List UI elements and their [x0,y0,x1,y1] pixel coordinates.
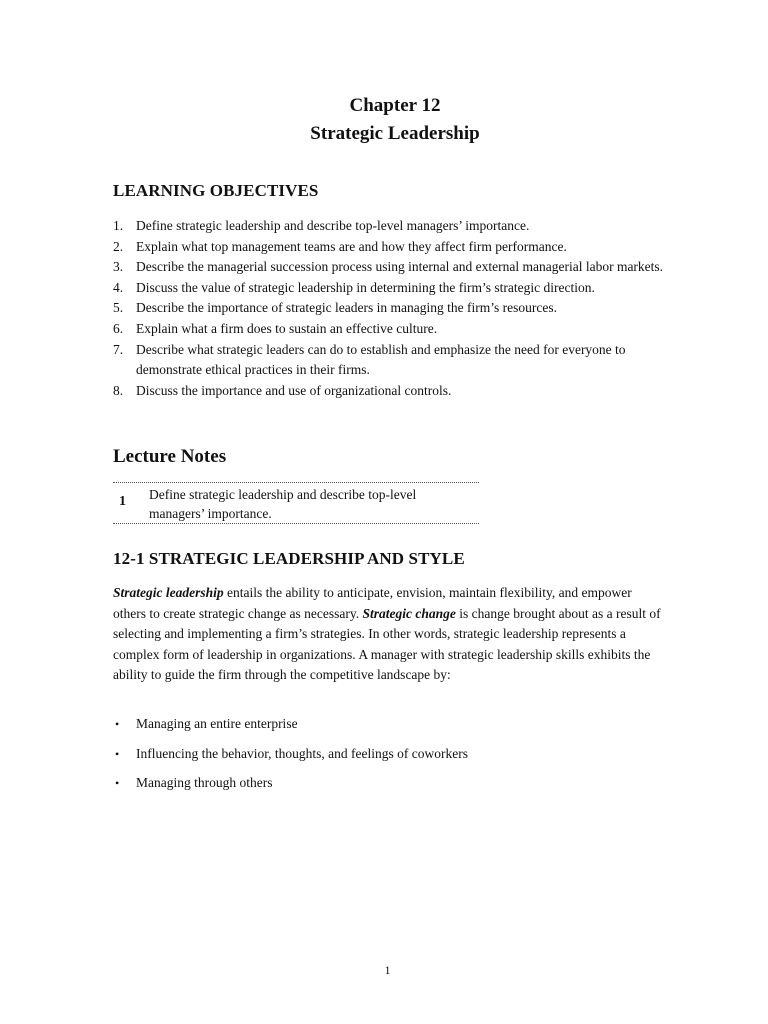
bullet-item [113,744,673,764]
objective-item [113,216,683,237]
bullet-item [113,773,673,793]
objective-callout-number: 1 [119,494,126,509]
objective-text: Explain what a firm does to sustain an effective culture. [136,320,438,336]
learning-objectives-heading: LEARNING OBJECTIVES [113,181,319,200]
bullet-text: Managing an entire enterprise [136,716,298,731]
objective-number: 8. [113,382,124,398]
objective-text: Describe the managerial succession process using internal and external managerial labor markets. [136,259,664,275]
objective-item [113,278,683,299]
objective-number: 2. [113,238,124,254]
objective-item [113,237,683,258]
bullet-text: Managing through others [136,775,273,790]
bullet-icon: • [115,746,120,761]
objective-item [113,257,683,278]
section-heading: 12-1 STRATEGIC LEADERSHIP AND STYLE [113,549,465,568]
objective-item [113,381,683,402]
lecture-notes-heading: Lecture Notes [113,446,227,467]
objective-callout-text: Define strategic leadership and describe top-level managers’ importance. [149,487,417,521]
section-paragraph [113,583,668,686]
paragraph-text-part-1: entails the ability to anticipate, envision, maintain flexibility, and empower others to create strategic change as necessary. [113,585,632,621]
objective-text: Describe the importance of strategic leaders in managing the firm’s resources. [136,300,557,316]
objective-number: 3. [113,259,124,275]
learning-objectives-list [113,216,683,401]
bullet-icon: • [115,776,120,790]
term-strategic-leadership: Strategic leadership [113,585,224,600]
bullet-icon: • [115,717,120,731]
term-strategic-change: Strategic change [362,605,456,621]
objective-text: Describe what strategic leaders can do to establish and emphasize the need for everyone to demonstrate ethical practices in their firms. [136,341,626,378]
chapter-number: Chapter 12 [349,95,441,116]
objective-number: 5. [113,300,124,316]
objective-text: Discuss the value of strategic leadership in determining the firm’s strategic direction. [136,279,595,295]
objective-text: Discuss the importance and use of organizational controls. [136,382,452,398]
objective-item [113,340,683,381]
objective-text: Define strategic leadership and describe top-level managers’ importance. [136,218,530,233]
objective-number: 4. [113,279,124,295]
objective-callout-box [113,482,479,524]
bullet-text: Influencing the behavior, thoughts, and feelings of coworkers [136,745,468,761]
objective-item [113,298,683,319]
objective-number: 7. [113,341,124,357]
bullet-item [113,714,673,734]
bullet-list [113,714,673,803]
paragraph-text-part-2: is change brought about as a result of selecting and implementing a firm’s strategies. In other words, strategic leadership represents a complex form of leadership in organizations. A manager with strategic leadership skills exhibits the ability to guide the firm through the competitive landscape by: [113,605,661,683]
page-number: 1 [384,963,391,977]
objective-text: Explain what top management teams are and how they affect firm performance. [136,238,567,254]
objective-number: 1. [113,218,124,233]
objective-number: 6. [113,320,124,336]
objective-item [113,319,683,340]
chapter-title: Strategic Leadership [310,123,480,144]
